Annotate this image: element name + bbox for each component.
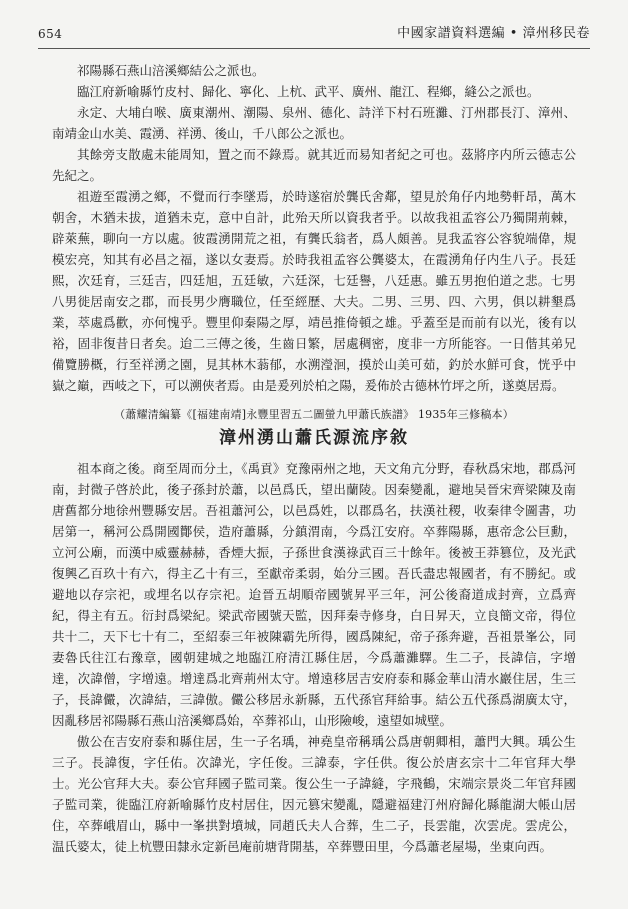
paragraph: 祖本商之後。商至周而分土，《禹貢》兗豫兩州之地，天文角亢分野，春秋爲宋地，郡爲河南，封微子啓於此，後子孫封於蕭，以邑爲氏，望出蘭陵。因秦變亂，避地吴晉宋齊梁陳及南唐舊都分地徐州豐縣安居。吾祖蕭河公，以邑爲姓，以郡爲名，扶漢社稷，收秦律令圖書，功居第一，稱河公爲開國酇侯，造府蕭縣，分鎮渭南，今爲江安府。卒葬陽縣，惠帝念公巨勳，立河公廟，而漢中威靈赫赫，香煙大振，子孫世食漢祿武百三十餘年。後被王莽篡位，及光武復興乙百玖十有六，得主乙十有三，至獻帝柔弱，始分三國。吾氏盡忠報國者，有不勝紀。或避地以存宗祀，或埋名以存宗祀。迨晉五胡順帝國號昇平三年，河公後裔道成封齊，立爲齊紀，得主有五。衍封爲梁紀。梁武帝國號天監，因拜秦寺修身，白日昇天，立良簡文帝，得位共十二，天下七十有二，至紹泰三年被陳霸先所得，國爲陳紀，帝子孫奔避，吾祖景峯公，同妻魯氏往江右豫章，國朝建城之地臨江府清江縣住居，今爲蕭灘驛。生二子，長諱信，字增達，次諱僧，字增遠。增達爲北齊荊州太守。增遠移居吉安府泰和縣金華山清水巖住居，生三子，長諱儼，次諱結，三諱傲。儼公移居永新縣，五代孫官拜給事。結公五代孫爲湖廣太守，因亂移居祁陽縣石燕山涪溪鄉爲始，卒葬祁山，山形險峻，遠望如城壁。 [52,461,576,728]
section-title: 漳州湧山蕭氏源流序敘 [219,428,409,448]
page-header [38,24,590,49]
source-caption: （蕭耀清編纂《[福建南靖]永豐里習五二圖螢九甲蕭氏族譜》 1935年三修稿本） [114,408,514,421]
paragraph: 傲公在吉安府泰和縣住居，生一子名瑀，神堯皇帝稱瑀公爲唐朝卿相，蕭門大興。瑀公生三子。長諱復，字任佑。次諱光，字任俊。三諱泰，字任供。復公於唐玄宗十二年官拜大學士。光公官拜大夫。泰公官拜國子監司業。復公生一子諱縫，字飛鶴，宋端宗景炎二年官拜國子監司業，徙臨江府新喻縣竹皮村居住，因元篡宋變亂，隱避福建汀州府歸化縣龍湖大帳山居住，卒葬峨眉山，縣中一峯拱對墳城，同趙氏夫人合葬，生二子，長雲龍，次雲虎。雲虎公，温氏婆太，徒上杭豐田隸永定新邑庵前塘背開基，卒葬豐田里，今爲蕭老屋場，坐東向西。 [52,734,576,854]
running-title: 中國家譜資料選編 • 漳州移民卷 [397,26,590,41]
page-body [52,60,576,857]
paragraph: 永定、大埔白喉、廣東潮州、潮陽、泉州、德化、詩洋下村石班灘、汀州郡長汀、漳州、南靖金山水美、霞湧、祥湧、後山，千八郎公之派也。 [52,105,576,141]
paragraph: 臨江府新喻縣竹皮村、歸化、寧化、上杭、武平、廣州、龍江、程鄉，縫公之派也。 [77,84,540,99]
paragraph: 其餘旁支散處未能周知，置之而不錄焉。就其近而易知者紀之可也。茲將序内所云德志公先紀之。 [52,147,576,183]
page-number: 654 [38,27,63,41]
paragraph: 祁陽縣石燕山涪溪鄉結公之派也。 [77,63,265,78]
paragraph: 祖遊至霞湧之鄉，不覺而行李墜焉，於時遂宿於龔氏舍鄰，望見於角仔内地勢軒昂，萬木朝舍，木猶未拔，道猶未克，意中自計，此殆天所以資我者乎。以故我祖孟容公乃獨開荊棘，辟萊蕪，聊向一方以處。彼霞湧開荒之祖，有龔氏翁者，爲人頗善。見我孟容公容貌端偉，規模宏亮，知其有必昌之福，遂以女妻焉。於時我祖孟容公龔婆太，在霞湧角仔内生八子。長廷熙，次廷育，三廷吉，四廷旭，五廷敏，六廷深，七廷譽，八廷惠。雖五男抱伯道之悲。七男八男徙居南安之郡，而長男少膺職位，任至經歷、大夫。二男、三男、四、六男，俱以耕墾爲業，萃處爲歡，亦何愧乎。豐里仰秦陽之厚，靖邑推倚頓之雄。乎蓋至是而前有以光，後有以裕，固非復昔日者矣。迨二三傳之後，生齒日繁，居處稠密，度非一方所能容。一日偕其弟兄備覽勝概，行至祥湧之園，見其林木蓊郁，水溯瀅洄，摸於山美可茹，釣於水鮮可食，恍乎中嶽之巔，西岐之下，可以溯俠者焉。由是爰列於柏之陽，爰佈於古德林竹坪之所，遂奠居焉。 [52,189,576,393]
